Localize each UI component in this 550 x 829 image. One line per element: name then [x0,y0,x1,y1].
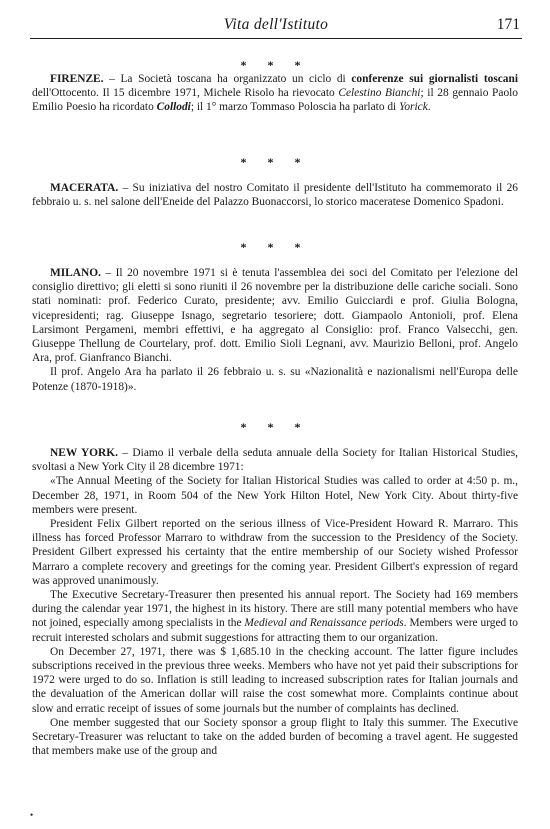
place-heading: NEW YORK. [50,447,118,459]
paragraph: «The Annual Meeting of the Society for Italian Historical Studies was called to order at 4:50 p. m., December 28, 1971, in Room 504 of the New York Hilton Hotel, New York City. About thirty-five members were present. [32,475,518,516]
running-title: Vita dell'Istituto [223,16,329,33]
entry-firenze: FIRENZE. – La Società toscana ha organizzato un ciclo di conferenze sui giornalisti toscani dell'Ottocento. Il 15 dicembre 1971, Michele Risolo ha rievocato Celestino Bianchi; il 28 gennaio Paolo Emilio Poesio ha ricordato Collodi; il 1° marzo Tommaso Poloscia ha parlato di Yorick. [32,73,518,114]
section-separator: * * * [240,58,310,72]
section-separator: * * * [240,420,310,434]
paragraph: One member suggested that our Society sponsor a group flight to Italy this summer. The Executive Secretary-Treasurer was reluctant to take on the added burden of becoming a travel agent. He suggested that members make use of the group and [32,716,518,758]
place-heading: MILANO. [50,267,101,279]
entry-milano: MILANO. – Il 20 novembre 1971 si è tenuta l'assemblea dei soci del Comitato per l'elezione del consiglio direttivo; gli eletti si sono riuniti il 26 novembre per la distribuzione delle cariche sociali. Sono stati nominati: prof. Federico Curato, presidente; avv. Emilio Guicciardi e prof. Giulia Bologna, vicepresidenti; rag. Giuseppe Isnago, segretario tesoriere; dott. Giampaolo Antonioli, prof. Elena Larsimont Pergameni, membri effettivi, e ha aggregato al Consiglio: prof. Franco Valsecchi, gen. Giuseppe Thellung de Courtelary, prof. dott. Emilio Sioli Legnani, avv. Maurizio Belloni, prof. Angelo Ara, prof. Gianfranco Bianchi. Il prof. Angelo Ara ha parlato il 26 febbraio u. s. su «Nazionalità e nazionalismi nell'Europa delle Potenze (1870-1918)». [32,267,518,393]
place-heading: MACERATA. [50,182,119,194]
section-separator: * * * [240,155,310,169]
page-number: 171 [496,16,520,33]
section-separator: * * * [240,240,310,254]
paragraph: The Executive Secretary-Treasurer then presented his annual report. The Society had 169 members during the calendar year 1971, the highest in its history. There are still many potential members who have not joined, especially among specialists in the Medieval and Renaissance periods. Members were urged to recruit interested scholars and submit suggestions for attracting them to our organization. [32,589,518,644]
footer-mark: • [30,810,34,820]
entry-macerata: MACERATA. – Su iniziativa del nostro Comitato il presidente dell'Istituto ha commemorato il 26 febbraio u. s. nel salone dell'Eneide del Palazzo Buonaccorsi, lo storico maceratese Domenico Spadoni. [32,182,518,209]
paragraph: Il prof. Angelo Ara ha parlato il 26 febbraio u. s. su «Nazionalità e nazionalismi nell'Europa delle Potenze (1870-1918)». [32,366,518,393]
paragraph: President Felix Gilbert reported on the serious illness of Vice-President Howard R. Marraro. This illness has forced Professor Marraro to withdraw from the succession to the Presidency of the Society. President Gilbert expressed his certainty that the entire membership of our Society wished Professor Marraro a complete recovery and greetings for the coming year. President Gilbert's expression of regard was approved unanimously. [32,518,518,587]
running-header [30,14,522,39]
place-heading: FIRENZE. [50,73,104,85]
entry-new-york: NEW YORK. – Diamo il verbale della seduta annuale della Society for Italian Historical Studies, svoltasi a New York City il 28 dicembre 1971: «The Annual Meeting of the Society for Italian Historical Studies was called to order at 4:50 p. m., December 28, 1971, in Room 504 of the New York Hilton Hotel, New York City. About thirty-five members were present. President Felix Gilbert reported on the serious illness of Vice-President Howard R. Marraro. This illness has forced Professor Marraro to withdraw from the succession to the Presidency of the Society. President Gilbert expressed his certainty that the entire membership of our Society wished Professor Marraro a complete recovery and greetings for the coming year. President Gilbert's expression of regard was approved unanimously. The Executive Secretary-Treasurer then presented his annual report. The Society had 169 members during the calendar year 1971, the highest in its history. There are still many potential members who have not joined, especially among specialists in the Medieval and Renaissance periods. Members were urged to recruit interested scholars and submit suggestions for attracting them to our organization. On December 27, 1971, there was $ 1,685.10 in the checking account. The latter figure includes subscriptions received in the previous three weeks. Members who have not yet paid their subscriptions for 1972 were urged to do so. Inflation is still leading to increased subscription rates for Italian journals and the devaluation of the American dollar will raise the cost somewhat more. Complaints continue about slow and erratic receipt of issues of some journals but the number of complaints has declined. One member suggested that our Society sponsor a group flight to Italy this summer. The Executive Secretary-Treasurer was reluctant to take on the added burden of becoming a travel agent. He suggested that members make use of the group and [32,447,519,758]
paragraph: On December 27, 1971, there was $ 1,685.10 in the checking account. The latter figure includes subscriptions received in the previous three weeks. Members who have not yet paid their subscriptions for 1972 were urged to do so. Inflation is still leading to increased subscription rates for Italian journals and the devaluation of the American dollar will raise the cost somewhat more. Complaints continue about slow and erratic receipt of issues of some journals but the number of complaints has declined. [32,645,518,715]
